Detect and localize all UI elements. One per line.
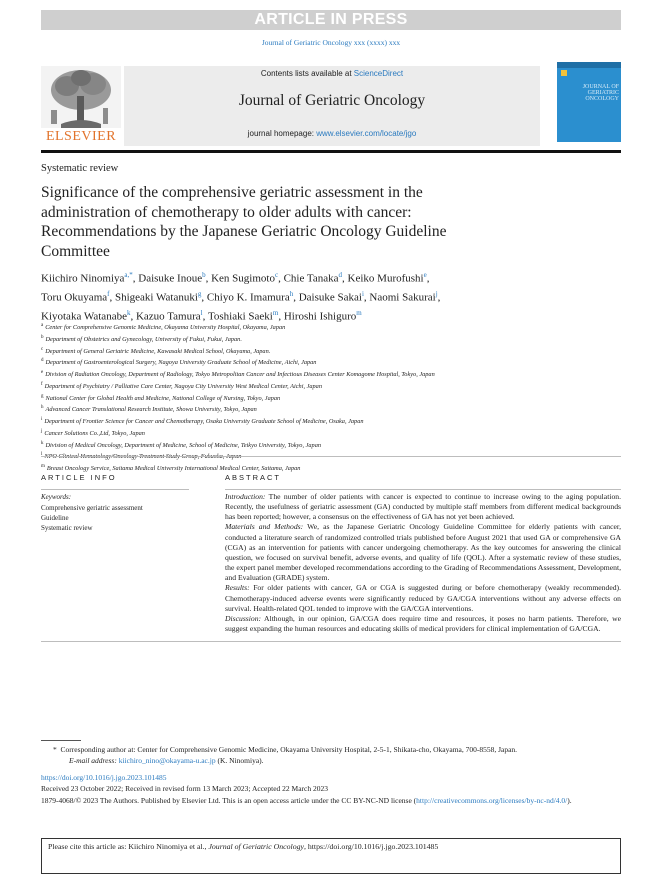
abstract-section-label: Introduction: [225, 492, 266, 501]
affiliation-item [41, 345, 621, 357]
doi-link[interactable]: https://doi.org/10.1016/j.jgo.2023.101485 [41, 773, 167, 782]
affiliation-text: Advanced Cancer Translational Research Institute, Showa University, Tokyo, Japan [45, 406, 257, 414]
email-label: E-mail address: [69, 755, 117, 765]
license-prefix: 1879-4068/© 2023 The Authors. Published by Elsevier Ltd. This is an open access article under the CC BY-NC-ND license ( [41, 796, 417, 805]
footnote-marker: * [53, 745, 57, 754]
author-name[interactable]: Chiyo K. Imamura [206, 291, 290, 304]
author-affiliation-marker[interactable]: m [356, 309, 362, 318]
abstract-discussion [225, 614, 621, 634]
abstract-methods [225, 522, 621, 583]
author-list [41, 268, 601, 325]
author-name[interactable]: Daisuke Inoue [138, 272, 203, 285]
author-name[interactable]: Kiichiro Ninomiya [41, 272, 125, 285]
author-separator: , [109, 291, 115, 304]
affiliation-letter: m [41, 464, 45, 469]
abstract-divider [225, 489, 621, 490]
header-divider [41, 150, 621, 153]
author-name[interactable]: Kiyotaka Watanabe [41, 310, 127, 323]
affiliation-item [41, 356, 621, 368]
abstract-section-label: Materials and Methods: [225, 522, 304, 532]
affiliation-letter: c [41, 346, 44, 352]
affiliation-item [41, 403, 621, 415]
keywords-label: Keywords: [41, 493, 72, 501]
author-affiliation-marker[interactable]: f [107, 290, 110, 299]
affiliation-letter: h [41, 405, 44, 411]
author-affiliation-marker[interactable]: l [200, 309, 203, 318]
affiliation-text: Cancer Solutions Co.,Ltd, Tokyo, Japan [44, 429, 145, 437]
author-separator: , [201, 291, 207, 304]
author-separator: , [202, 310, 208, 323]
contents-prefix: Contents lists available at [260, 69, 354, 78]
abstract-section-label: Discussion: [225, 613, 262, 623]
affiliation-letter: b [41, 334, 44, 340]
affiliation-text: Division of Medical Oncology, Department of Medicine, School of Medicine, Teikyo University, Tokyo, Japan [45, 441, 321, 449]
author-name[interactable]: Toshiaki Saeki [207, 310, 273, 323]
abstract-section-text: For older patients with cancer, GA or CGA is suggested during or before chemotherapy (weakly recommended). Chemotherapy-induced adverse events were significantly reduced by GA/CGA interventions without any adverse effects on survival. Health-related QOL tended to improve with the GA/CGA interventions. [225, 583, 621, 613]
author-name[interactable]: Shigeaki Watanuki [114, 291, 198, 304]
affiliation-text: Breast Oncology Service, Saitama Medical University International Medical Center, Saitama, Japan [46, 465, 301, 473]
affiliation-item [41, 368, 621, 380]
license-suffix: ). [567, 796, 572, 805]
abstract-end-divider [41, 641, 621, 642]
sciencedirect-link[interactable]: ScienceDirect [353, 69, 404, 78]
affiliation-text: Department of General Geriatric Medicine, Kawasaki Medical School, Okayama, Japan. [45, 347, 271, 355]
affiliation-letter: j [41, 428, 43, 434]
keywords-list [41, 503, 143, 533]
author-affiliation-marker[interactable]: d [338, 271, 343, 279]
author-separator: , [130, 310, 136, 323]
affiliation-item [41, 462, 621, 474]
author-separator: , [293, 291, 299, 304]
author-affiliation-marker[interactable]: h [289, 290, 294, 299]
license-link[interactable]: http://creativecommons.org/licenses/by-nc-nd/4.0/ [416, 796, 568, 805]
author-affiliation-marker[interactable]: g [197, 290, 202, 299]
author-name[interactable]: Kazuo Tamura [135, 310, 201, 323]
author-name[interactable]: Naomi Sakurai [369, 291, 436, 304]
footnote-rule [41, 740, 81, 741]
homepage-link[interactable]: www.elsevier.com/locate/jgo [316, 129, 417, 138]
author-name[interactable]: Chie Tanaka [283, 272, 339, 285]
author-affiliation-marker[interactable]: k [126, 309, 131, 318]
abstract-body [225, 492, 621, 634]
author-name[interactable]: Daisuke Sakai [298, 291, 362, 304]
author-affiliation-marker[interactable]: i [361, 290, 364, 299]
author-affiliation-marker[interactable]: j [435, 290, 438, 299]
author-separator: , [426, 272, 430, 285]
affiliation-item [41, 333, 621, 345]
author-affiliation-marker[interactable]: c [274, 271, 279, 279]
affiliation-letter: k [41, 440, 44, 446]
contents-line [124, 69, 540, 78]
journal-homepage-line [124, 129, 540, 138]
citation-prefix: Please cite this article as: Kiichiro Ninomiya et al., [48, 842, 209, 851]
journal-reference-link[interactable]: Journal of Geriatric Oncology xxx (xxxx) xxx [261, 38, 401, 47]
abstract-section-text: We, as the Japanese Geriatric Oncology Guideline Committee for elderly patients with cancer, conducted a literature search of randomized controlled trials published before August 2021 that used GA or comprehensive GA (CGA) as an intervention for patients with cancer undergoing chemotherapy. As the key outcomes for answering the clinical question, we focused on survival benefit, adverse events, and quality of life (QOL). After a systematic review of these studies, the expert panel member developed recommendations according to the Grading of Recommendations Assessment, Development, and Evaluation (GRADE) system. [225, 522, 622, 583]
abstract-section-text: The number of older patients with cancer is expected to continue to increase owing to the aging population. Recently, the usefulness of geriatric assessment (GA) conducted by multiple staff members from different medical backgrounds has been reported; however, a consensus on the effectiveness of GA has not yet been achieved. [225, 492, 621, 522]
affiliation-text: Department of Obstetrics and Gynecology, University of Fukui, Fukui, Japan. [45, 335, 242, 343]
license-line [41, 796, 621, 807]
affiliation-item [41, 392, 621, 404]
article-in-press-banner: ARTICLE IN PRESS [41, 10, 621, 30]
affiliation-list [41, 321, 621, 474]
abstract-introduction [225, 492, 621, 522]
citation-suffix: , https://doi.org/10.1016/j.jgo.2023.101485 [303, 842, 439, 851]
affiliations-divider [41, 456, 621, 457]
author-separator: , [278, 310, 284, 323]
cover-title: JOURNAL OF GERIATRIC ONCOLOGY [582, 84, 619, 102]
affiliation-text: Department of Gastroenterological Surgery, Nagoya University Graduate School of Medicine, Aichi, Japan [45, 359, 317, 367]
keyword-item: Guideline [41, 514, 69, 522]
journal-cover-image [557, 62, 621, 142]
journal-masthead [124, 66, 540, 146]
publication-dates: Received 23 October 2022; Received in revised form 13 March 2023; Accepted 22 March 2023 [41, 783, 328, 793]
citation-box [41, 838, 621, 874]
affiliation-letter: l [41, 452, 43, 458]
author-separator: , [342, 272, 348, 285]
author-name[interactable]: Toru Okuyama [41, 291, 108, 304]
affiliation-letter: a [41, 323, 44, 328]
email-link[interactable]: kiichiro_nino@okayama-u.ac.jp [118, 755, 216, 765]
email-line [41, 756, 621, 767]
corresponding-author-footnote [41, 745, 621, 766]
affiliation-text: Department of Psychiatry / Palliative Care Center, Nagoya City University West Medical Center, Aichi, Japan [44, 382, 322, 390]
affiliation-item [41, 427, 621, 439]
affiliation-letter: i [41, 417, 43, 422]
affiliation-letter: f [41, 381, 43, 387]
author-affiliation-marker[interactable]: m [272, 309, 279, 318]
keyword-item: Comprehensive geriatric assessment [41, 504, 143, 512]
keyword-item: Systematic review [41, 524, 93, 532]
corresponding-author-text: Corresponding author at: Center for Comprehensive Genomic Medicine, Okayama University Hospital, 2-5-1, Shikata-cho, Okayama, 700-8558, Japan. [60, 745, 518, 754]
article-info-heading: ARTICLE INFO [41, 473, 117, 482]
cover-logo-mark [561, 70, 567, 76]
affiliation-item [41, 439, 621, 451]
affiliation-item [41, 380, 621, 392]
affiliation-letter: e [41, 370, 44, 375]
elsevier-wordmark: ELSEVIER [45, 129, 117, 144]
affiliation-item [41, 415, 621, 427]
abstract-section-text: Although, in our opinion, GA/CGA does require time and resources, it poses no harm patients. Therefore, we suggest expanding the human resources and educating skills of medical providers for clinical implementation of GA/CGA. [225, 613, 621, 634]
author-separator: , [363, 291, 370, 304]
abstract-section-label: Results: [225, 583, 250, 593]
author-separator: , [278, 272, 284, 285]
article-title: Significance of the comprehensive geriatric assessment in the administration of chemotherapy to older adults with cancer: Recommendations by the Japanese Geriatric Oncology Guideline Committee [41, 184, 447, 260]
affiliation-text: Department of Frontier Science for Cancer and Chemotherapy, Osaka University Graduate School of Medicine, Osaka, Japan [44, 418, 364, 426]
author-affiliation-marker[interactable]: e [423, 271, 427, 279]
abstract-heading: ABSTRACT [225, 473, 282, 482]
article-info-divider [41, 489, 189, 490]
author-separator: , [205, 272, 212, 285]
citation-journal: Journal of Geriatric Oncology [208, 842, 304, 851]
publication-info [41, 773, 621, 807]
author-affiliation-marker[interactable]: b [202, 271, 206, 279]
author-affiliation-marker[interactable]: a,* [124, 271, 133, 279]
homepage-prefix: journal homepage: [247, 129, 317, 138]
corresponding-author-line [41, 745, 621, 756]
email-suffix: (K. Ninomiya). [217, 755, 264, 765]
author-separator: , [132, 272, 139, 285]
journal-title: Journal of Geriatric Oncology [238, 92, 426, 109]
author-name[interactable]: Keiko Murofushi [347, 272, 424, 285]
affiliation-text: Division of Radiation Oncology, Department of Radiology, Tokyo Metropolitan Cancer and Infectious Diseases Center Komagome Hospital, Tokyo, Japan [45, 371, 435, 379]
affiliation-letter: d [41, 358, 44, 364]
affiliation-text: Center for Comprehensive Genomic Medicine, Okayama University Hospital, Okayama, Japan [45, 324, 286, 332]
affiliation-letter: g [41, 393, 44, 399]
author-separator: , [437, 291, 441, 304]
cover-top-strip [557, 62, 621, 68]
abstract-results [225, 583, 621, 613]
article-type: Systematic review [41, 163, 119, 174]
affiliation-item [41, 321, 621, 333]
affiliation-text: National Center for Global Health and Medicine, National College of Nursing, Tokyo, Japan [45, 394, 281, 402]
author-name[interactable]: Hiroshi Ishiguro [283, 310, 357, 323]
author-name[interactable]: Ken Sugimoto [211, 272, 275, 285]
